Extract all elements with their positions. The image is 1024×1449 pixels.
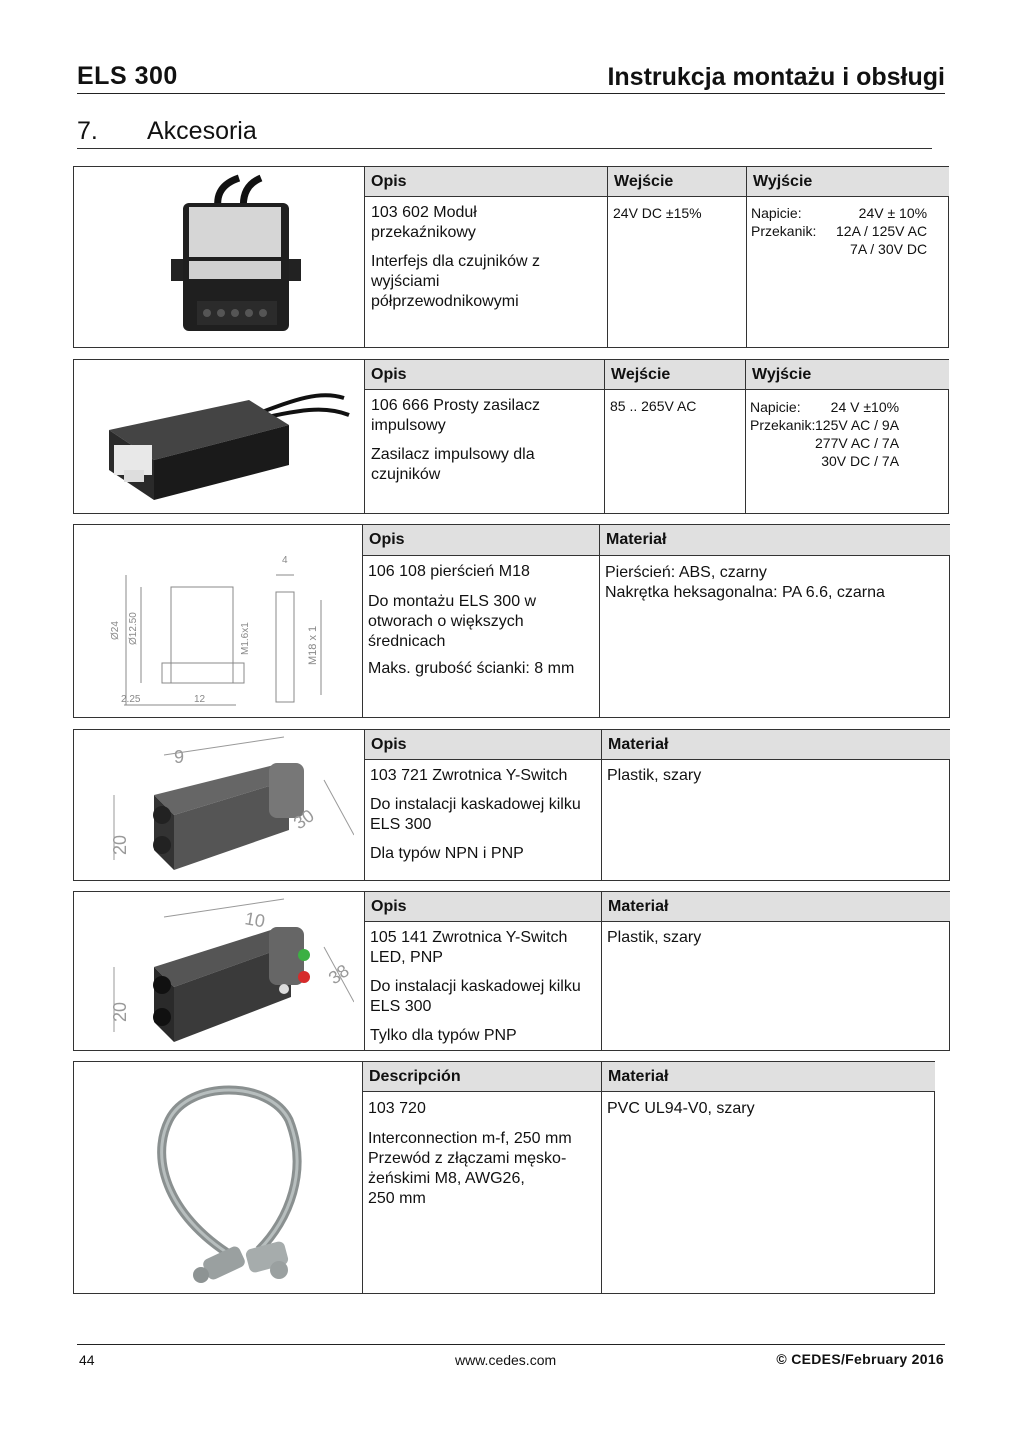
power-supply-photo [104,370,354,510]
header-material: Materiał [602,892,950,922]
dim-30: 30 [289,805,318,834]
item-title: 103 721 Zwrotnica Y-Switch [370,767,568,784]
footer-rule [77,1344,945,1345]
section-number: 7. [77,117,98,145]
output-values: 24V ± 10% 12A / 125V AC 7A / 30V DC [836,205,928,257]
header-opis: Opis [365,892,601,922]
ring-drawing [96,545,336,715]
dim-m18: M18 x 1 [307,625,319,665]
header-opis: Opis [365,360,604,390]
dim-9: 9 [174,747,185,767]
footer-copyright: © CEDES/February 2016 [776,1351,944,1367]
item-description: Interfejs dla czujników z wyjściami półprzewodnikowymi [371,253,540,310]
page-number: 44 [79,1352,95,1368]
input-value: 24V DC ±15% [613,205,702,221]
item-note: Dla typów NPN i PNP [370,845,524,862]
output-labels: Napicie: Przekanik: [751,205,817,239]
dim-12: 12 [194,694,206,705]
item-title: 106 666 Prosty zasilacz impulsowy [371,397,540,434]
dim-20: 20 [110,1001,130,1022]
product-name: ELS 300 [77,62,178,90]
item-description: Do instalacji kaskadowej kilku ELS 300 [370,978,581,1015]
output-labels: Napicie: Przekanik: [750,399,816,433]
header-opis: Opis [363,525,599,556]
section-rule [77,148,932,149]
header-material: Materiał [600,525,950,556]
header-material: Materiał [602,730,950,760]
material-value: Plastik, szary [607,929,702,946]
relay-module-photo [169,173,349,341]
item-note: Maks. grubość ścianki: 8 mm [368,660,575,677]
output-values: 24 V ±10% 125V AC / 9A 277V AC / 7A 30V DC / 7A [815,399,900,469]
item-description: Do montażu ELS 300 w otworach o większych średnicach [368,593,537,650]
dim-20: 20 [110,834,130,855]
header-descripcion: Descripción [363,1062,601,1092]
accessory-table-cable [73,1061,935,1294]
item-title: 105 141 Zwrotnica Y-Switch LED, PNP [370,929,568,966]
accessory-table-y-switch [73,729,950,881]
cable-photo [129,1070,329,1290]
accessory-table-ring [73,524,950,718]
item-description: Interconnection m-f, 250 mm Przewód z złączami męsko- żeńskimi M8, AWG26, 250 mm [368,1130,572,1207]
header-wyjscie: Wyjście [747,167,949,197]
dim-d12-50: Ø12.50 [128,612,139,645]
dim-38: 38 [324,960,353,989]
accessory-table-power-supply [73,359,949,514]
material-value: PVC UL94-V0, szary [607,1100,755,1117]
header-wyjscie: Wyjście [746,360,949,390]
accessory-table-y-switch-led [73,891,950,1051]
input-value: 85 .. 265V AC [610,398,697,414]
item-description: Do instalacji kaskadowej kilku ELS 300 [370,796,581,833]
material-value: Plastik, szary [607,767,702,784]
header-rule [77,93,945,94]
item-title: 103 720 [368,1100,426,1117]
item-title: 103 602 Moduł przekaźnikowy [371,204,477,241]
y-switch-photo [104,735,354,875]
section-title: Akcesoria [147,117,257,145]
dim-2-25: 2.25 [121,694,141,705]
material-value: Pierścień: ABS, czarny Nakrętka heksagonalna: PA 6.6, czarna [605,564,885,601]
document-title: Instrukcja montażu i obsługi [607,63,945,91]
dim-10: 10 [243,908,267,932]
header-wejscie: Wejście [608,167,746,197]
accessory-table-relay [73,166,949,348]
header-opis: Opis [365,167,607,197]
header-material: Materiał [602,1062,935,1092]
item-title: 106 108 pierścień M18 [368,563,530,580]
item-description: Zasilacz impulsowy dla czujników [371,446,535,483]
header-wejscie: Wejście [605,360,745,390]
item-note: Tylko dla typów PNP [370,1027,517,1044]
dim-d24: Ø24 [110,621,121,640]
footer-url: www.cedes.com [455,1352,557,1368]
header-opis: Opis [365,730,601,760]
dim-m1-6: M1.6x1 [240,622,251,655]
dim-4: 4 [282,555,288,566]
y-switch-led-photo [104,897,354,1047]
